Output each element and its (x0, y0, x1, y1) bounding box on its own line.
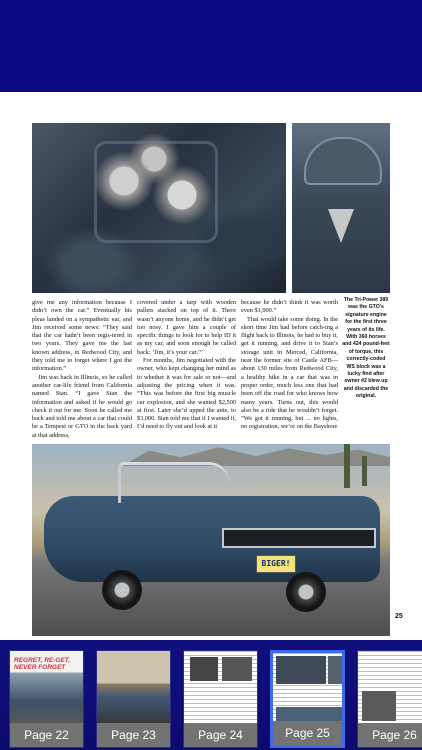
thumbnail-image (358, 651, 422, 723)
thumbnail-page-25[interactable] (270, 650, 345, 748)
thumbnail-strip[interactable] (0, 640, 422, 750)
car-photo (32, 444, 390, 636)
thumbnail-label: Page 23 (97, 723, 170, 747)
paragraph: For months, Jim negotiated with the owner, who kept changing her mind as to whether it was for sale or not—and adjusting the pricing when it was. “This was before the first big muscle car explosion, and she wanted $2,500 at first. Later she’d upped the ante, to $3,000. Stan told me that if I wanted it, I’d need to fly out and look at it (137, 357, 236, 431)
paragraph: covered under a tarp with wooden pallets stacked on top of it. There wasn’t anyone home, and he didn’t get too nosy. I gave him a couple of specific things to look for to help ID it as my car, and soon enough he called back: ‘Jim, it’s your car.’” (137, 299, 236, 356)
thumbnail-label: Page 25 (273, 721, 342, 745)
windshield (118, 462, 229, 503)
wheel (286, 572, 326, 612)
car-grille (222, 528, 376, 548)
cactus (344, 444, 350, 488)
hood-photo (292, 123, 390, 293)
paragraph: give me any information because I didn’t own the car.” Eventually his pleas landed on a sympathetic ear, and Jim received some news: “They said that the car hadn’t been regis-tered in two years. They gave me the last known address, in Redwood City, and they told me to forget where I got the information.” (32, 299, 132, 373)
thumbnail-image (97, 651, 170, 723)
thumbnail-page-23[interactable] (96, 650, 171, 748)
article-column-1 (32, 299, 132, 440)
thumbnail-label: Page 26 (358, 723, 422, 747)
thumbnail-image (10, 651, 83, 723)
hood-scoop (304, 137, 382, 185)
thumbnail-label: Page 22 (10, 723, 83, 747)
thumbnail-image (184, 651, 257, 723)
wheel (102, 570, 142, 610)
photo-caption: The Tri-Power 389 was the GTO’s signature engine for the first three years of its life. With 360 horses and 424 pound-feet of torque, this correctly-coded WS block was a lucky find after owner #2 blew up and discarded the original. (342, 297, 390, 400)
thumbnail-page-24[interactable] (183, 650, 258, 748)
thumbnail-page-26[interactable] (357, 650, 422, 748)
license-plate: BIGER! (256, 555, 296, 573)
cactus (362, 456, 367, 486)
pontiac-arrowhead-emblem (328, 209, 354, 243)
paragraph: because he didn’t think it was worth even $1,000.” (241, 299, 338, 315)
article-column-3 (241, 299, 338, 432)
paragraph: That would take some doing. In the short time Jim had before catch-ing a flight back to Illinois, he had to buy it, get it running, and drive it to Stan’s storage unit in Merced, California, near the former site of Castle AFB—about 130 miles from Redwood City, a healthy hike in a car that was in proper order, much less one that had been off the road for who knows how many years. Turns out, this would also be a ride that he wouldn’t forget. “We got it running, but ... no lights, no registration, we’re on the Bayshore (241, 315, 338, 431)
engine-photo (32, 123, 286, 293)
thumbnail-image (273, 653, 342, 721)
thumbnail-page-22[interactable] (9, 650, 84, 748)
page-number: 25 (395, 613, 403, 620)
paragraph: Jim was back in Illinois, so he called another car-life friend from California named Stan. “I gave Stan the information and asked if he would go check it out for me. Soon he called me back and told me about a car that could be a Tempest or GTO in the back yard at that address, (32, 373, 132, 439)
top-bar (0, 0, 422, 92)
thumbnail-label: Page 24 (184, 723, 257, 747)
article-column-2 (137, 299, 236, 432)
thumbnail-headline: REGRET, RE-GET, NEVER FORGET (14, 657, 71, 671)
